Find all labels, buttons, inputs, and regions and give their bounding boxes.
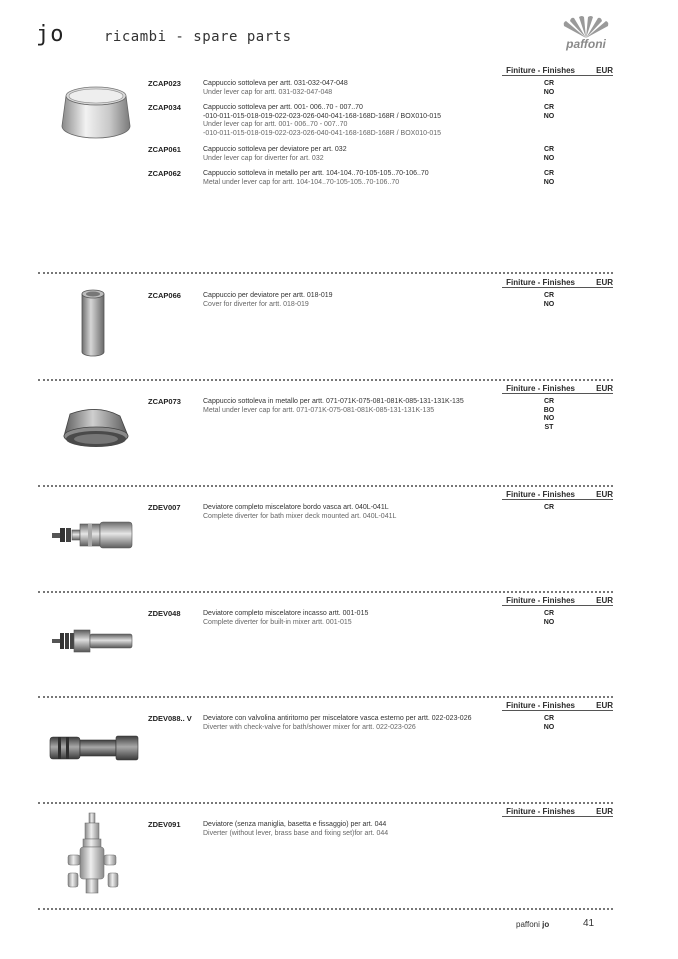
finishes-header: Finiture - Finishes	[506, 278, 575, 287]
part-description	[203, 398, 513, 415]
description-en: Complete diverter for bath mixer deck mounted art. 040L-041L	[203, 512, 397, 520]
finish-code: NO	[543, 723, 555, 731]
finish-code: ST	[544, 423, 554, 431]
description-en: Under lever cap for artt. 001- 006..70 - 007..70	[203, 121, 348, 128]
dotted-separator	[38, 802, 613, 804]
description-it: Cappuccio sottoleva per artt. 001- 006..70 - 007..70	[203, 104, 363, 111]
dotted-separator	[38, 272, 613, 274]
part-code: ZCAP062	[148, 169, 181, 178]
description-en: Under lever cap for diverter for art. 032	[203, 154, 324, 162]
finishes-list	[534, 398, 564, 432]
eur-header: EUR	[596, 278, 613, 287]
eur-header: EUR	[596, 384, 613, 393]
description-en-cont: -010-011-015-018-019-022-023-026-040-041-168-168D-168R / BOX010-015	[203, 129, 442, 137]
finish-code: CR	[543, 504, 555, 511]
part-code: ZCAP023	[148, 79, 181, 88]
finishes-list	[534, 715, 564, 732]
part-description	[203, 504, 513, 521]
eur-header: EUR	[596, 66, 613, 75]
finishes-list	[534, 170, 564, 187]
finishes-header: Finiture - Finishes	[506, 66, 575, 75]
description-it: Deviatore completo miscelatore incasso artt. 001-015	[203, 610, 369, 617]
eur-header: EUR	[596, 807, 613, 816]
header-rule	[502, 75, 613, 76]
description-it: Deviatore (senza maniglia, basetta e fissaggio) per art. 044	[203, 821, 387, 828]
finish-code: NO	[543, 178, 555, 186]
finish-code: NO	[543, 154, 555, 162]
page-number: 41	[583, 918, 595, 929]
part-description	[203, 80, 513, 97]
dotted-separator	[38, 908, 613, 910]
header-rule	[502, 605, 613, 606]
description-en: Metal under lever cap for artt. 104-104..70-105-105..70-106..70	[203, 178, 400, 186]
part-description	[203, 170, 513, 187]
finish-code: CR	[543, 292, 555, 299]
part-description	[203, 610, 513, 627]
finish-code: BO	[543, 406, 555, 414]
description-it: Cappuccio sottoleva per deviatore per art. 032	[203, 146, 347, 153]
header-rule	[502, 393, 613, 394]
finish-code: CR	[543, 170, 555, 177]
finishes-header: Finiture - Finishes	[506, 807, 575, 816]
eur-header: EUR	[596, 490, 613, 499]
part-description	[203, 104, 513, 138]
finishes-list	[534, 610, 564, 627]
paffoni-logo	[556, 16, 616, 54]
dotted-separator	[38, 591, 613, 593]
dotted-separator	[38, 696, 613, 698]
finishes-list	[534, 80, 564, 97]
section-zdev088	[38, 701, 613, 801]
header-rule	[502, 287, 613, 288]
finish-code: CR	[543, 104, 555, 111]
part-code: ZCAP061	[148, 145, 181, 154]
section-zdev048	[38, 596, 613, 696]
header-rule	[502, 816, 613, 817]
part-description	[203, 821, 513, 838]
description-en: Cover for diverter for artt. 018-019	[203, 300, 309, 308]
part-code: ZDEV007	[148, 503, 181, 512]
part-code: ZCAP073	[148, 397, 181, 406]
finish-code: NO	[543, 415, 555, 422]
description-it: Cappuccio sottoleva in metallo per artt. 071-071K-075-081-081K-085-131-131K-135	[203, 398, 464, 405]
lever-cap-image	[58, 82, 134, 144]
section-zdev091	[38, 807, 613, 907]
finish-code: CR	[543, 715, 555, 722]
dotted-separator	[38, 379, 613, 381]
finishes-list	[534, 504, 564, 513]
part-description	[203, 715, 513, 732]
footer-brand	[516, 920, 549, 929]
section-zdev007	[38, 490, 613, 590]
part-code: ZDEV091	[148, 820, 181, 829]
footer-brand-name: paffoni	[516, 920, 540, 929]
finish-code: CR	[543, 398, 555, 405]
logo-wordmark: paffoni	[566, 37, 606, 51]
finishes-header: Finiture - Finishes	[506, 596, 575, 605]
header-rule	[502, 710, 613, 711]
page-title: ricambi - spare parts	[104, 29, 292, 45]
part-code: ZCAP066	[148, 291, 181, 300]
footer-line-name: jo	[542, 920, 550, 929]
metal-lever-cap-image	[58, 406, 134, 454]
description-it: Cappuccio sottoleva per artt. 031-032-047-048	[203, 80, 348, 87]
description-en: Metal under lever cap for artt. 071-071K-075-081-081K-085-131-131K-135	[203, 406, 435, 414]
header-rule	[502, 499, 613, 500]
description-it: Cappuccio sottoleva in metallo per artt. 104-104..70-105-105..70-106..70	[203, 170, 429, 177]
description-it: Deviatore completo miscelatore bordo vasca art. 040L-041L	[203, 504, 389, 511]
description-en: Complete diverter for built-in mixer artt. 001-015	[203, 618, 352, 626]
description-en: Diverter (without lever, brass base and fixing set)for art. 044	[203, 829, 389, 837]
section-zcap073	[38, 384, 613, 484]
deck-diverter-image	[50, 518, 136, 552]
description-en: Under lever cap for artt. 031-032-047-048	[203, 88, 333, 96]
diverter-cover-image	[78, 288, 108, 358]
description-it-cont: -010-011-015-018-019-022-023-026-040-041-168-168D-168R / BOX010-015	[203, 112, 442, 120]
brand-title: jo	[36, 22, 65, 47]
eur-header: EUR	[596, 701, 613, 710]
dotted-separator	[38, 485, 613, 487]
finishes-list	[534, 292, 564, 309]
finish-code: NO	[543, 88, 555, 96]
eur-header: EUR	[596, 596, 613, 605]
description-it: Cappuccio per deviatore per artt. 018-019	[203, 292, 333, 299]
finishes-header: Finiture - Finishes	[506, 384, 575, 393]
check-valve-diverter-image	[48, 731, 140, 765]
part-code: ZDEV088.. V	[148, 714, 192, 723]
part-code: ZCAP034	[148, 103, 181, 112]
finish-code: CR	[543, 610, 555, 617]
part-description	[203, 146, 513, 163]
finish-code: NO	[543, 618, 555, 626]
finishes-list	[534, 146, 564, 163]
finish-code: NO	[543, 300, 555, 308]
part-code: ZDEV048	[148, 609, 181, 618]
diverter-body-image	[66, 811, 122, 897]
finish-code: NO	[543, 112, 555, 120]
part-description	[203, 292, 513, 309]
section-zcap023-062	[38, 66, 613, 266]
finishes-header: Finiture - Finishes	[506, 701, 575, 710]
section-zcap066	[38, 278, 613, 378]
description-it: Deviatore con valvolina antiritorno per miscelatore vasca esterno per artt. 022-023-026	[203, 715, 472, 722]
description-en: Diverter with check-valve for bath/shower mixer for artt. 022-023-026	[203, 723, 416, 731]
finishes-list	[534, 104, 564, 121]
builtin-diverter-image	[52, 626, 136, 656]
finishes-header: Finiture - Finishes	[506, 490, 575, 499]
finish-code: CR	[543, 80, 555, 87]
finish-code: CR	[543, 146, 555, 153]
